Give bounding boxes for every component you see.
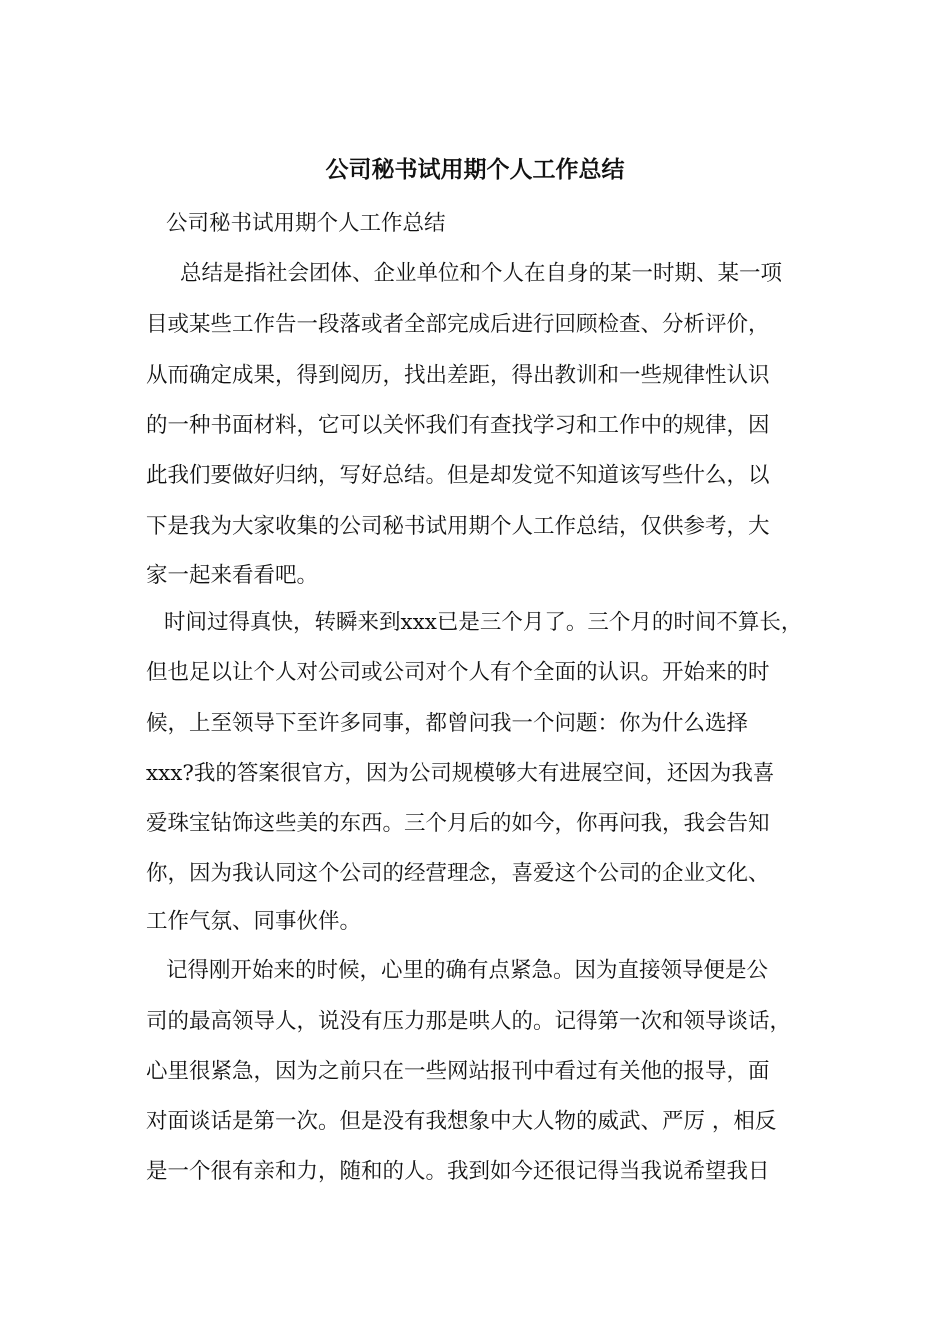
- text-line: 下是我为大家收集的公司秘书试用期个人工作总结，仅供参考，大: [146, 514, 770, 539]
- text-line: 候，上至领导下至许多同事，都曾问我一个问题：你为什么选择: [146, 711, 749, 736]
- text-line: 心里很紧急，因为之前只在一些网站报刊中看过有关他的报导，面: [146, 1059, 770, 1084]
- document-title: 公司秘书试用期个人工作总结: [325, 156, 625, 183]
- text-line: 此我们要做好归纳，写好总结。但是却发觉不知道该写些什么，以: [146, 463, 770, 488]
- text-line: 是一个很有亲和力，随和的人。我到如今还很记得当我说希望我日: [146, 1159, 770, 1184]
- text-line: 时间过得真快，转瞬来到xxx已是三个月了。三个月的时间不算长，: [164, 610, 803, 635]
- text-line: 目或某些工作告一段落或者全部完成后进行回顾检查、分析评价，: [146, 312, 770, 337]
- text-line: 你，因为我认同这个公司的经营理念，喜爱这个公司的企业文化、: [146, 861, 770, 886]
- text-line: 的一种书面材料，它可以关怀我们有查找学习和工作中的规律，因: [146, 413, 770, 438]
- text-line: 记得刚开始来的时候，心里的确有点紧急。因为直接领导便是公: [166, 958, 769, 983]
- text-line: 但也足以让个人对公司或公司对个人有个全面的认识。开始来的时: [146, 660, 770, 685]
- text-line: 爱珠宝钻饰这些美的东西。三个月后的如今，你再问我，我会告知: [146, 811, 770, 836]
- text-line: 司的最高领导人，说没有压力那是哄人的。记得第一次和领导谈话，: [146, 1009, 792, 1034]
- subtitle-line: 公司秘书试用期个人工作总结: [166, 211, 446, 236]
- text-line: 对面谈话是第一次。但是没有我想象中大人物的威武、严厉 ，相反: [146, 1109, 777, 1134]
- text-line: 家一起来看看吧。: [146, 563, 319, 588]
- text-line: 从而确定成果，得到阅历，找出差距，得出教训和一些规律性认识: [146, 363, 770, 388]
- text-line: 总结是指社会团体、企业单位和个人在自身的某一时期、某一项: [180, 261, 783, 286]
- text-line: xxx?我的答案很官方，因为公司规模够大有进展空间，还因为我喜: [146, 761, 775, 786]
- text-line: 工作气氛、同事伙伴。: [146, 909, 362, 934]
